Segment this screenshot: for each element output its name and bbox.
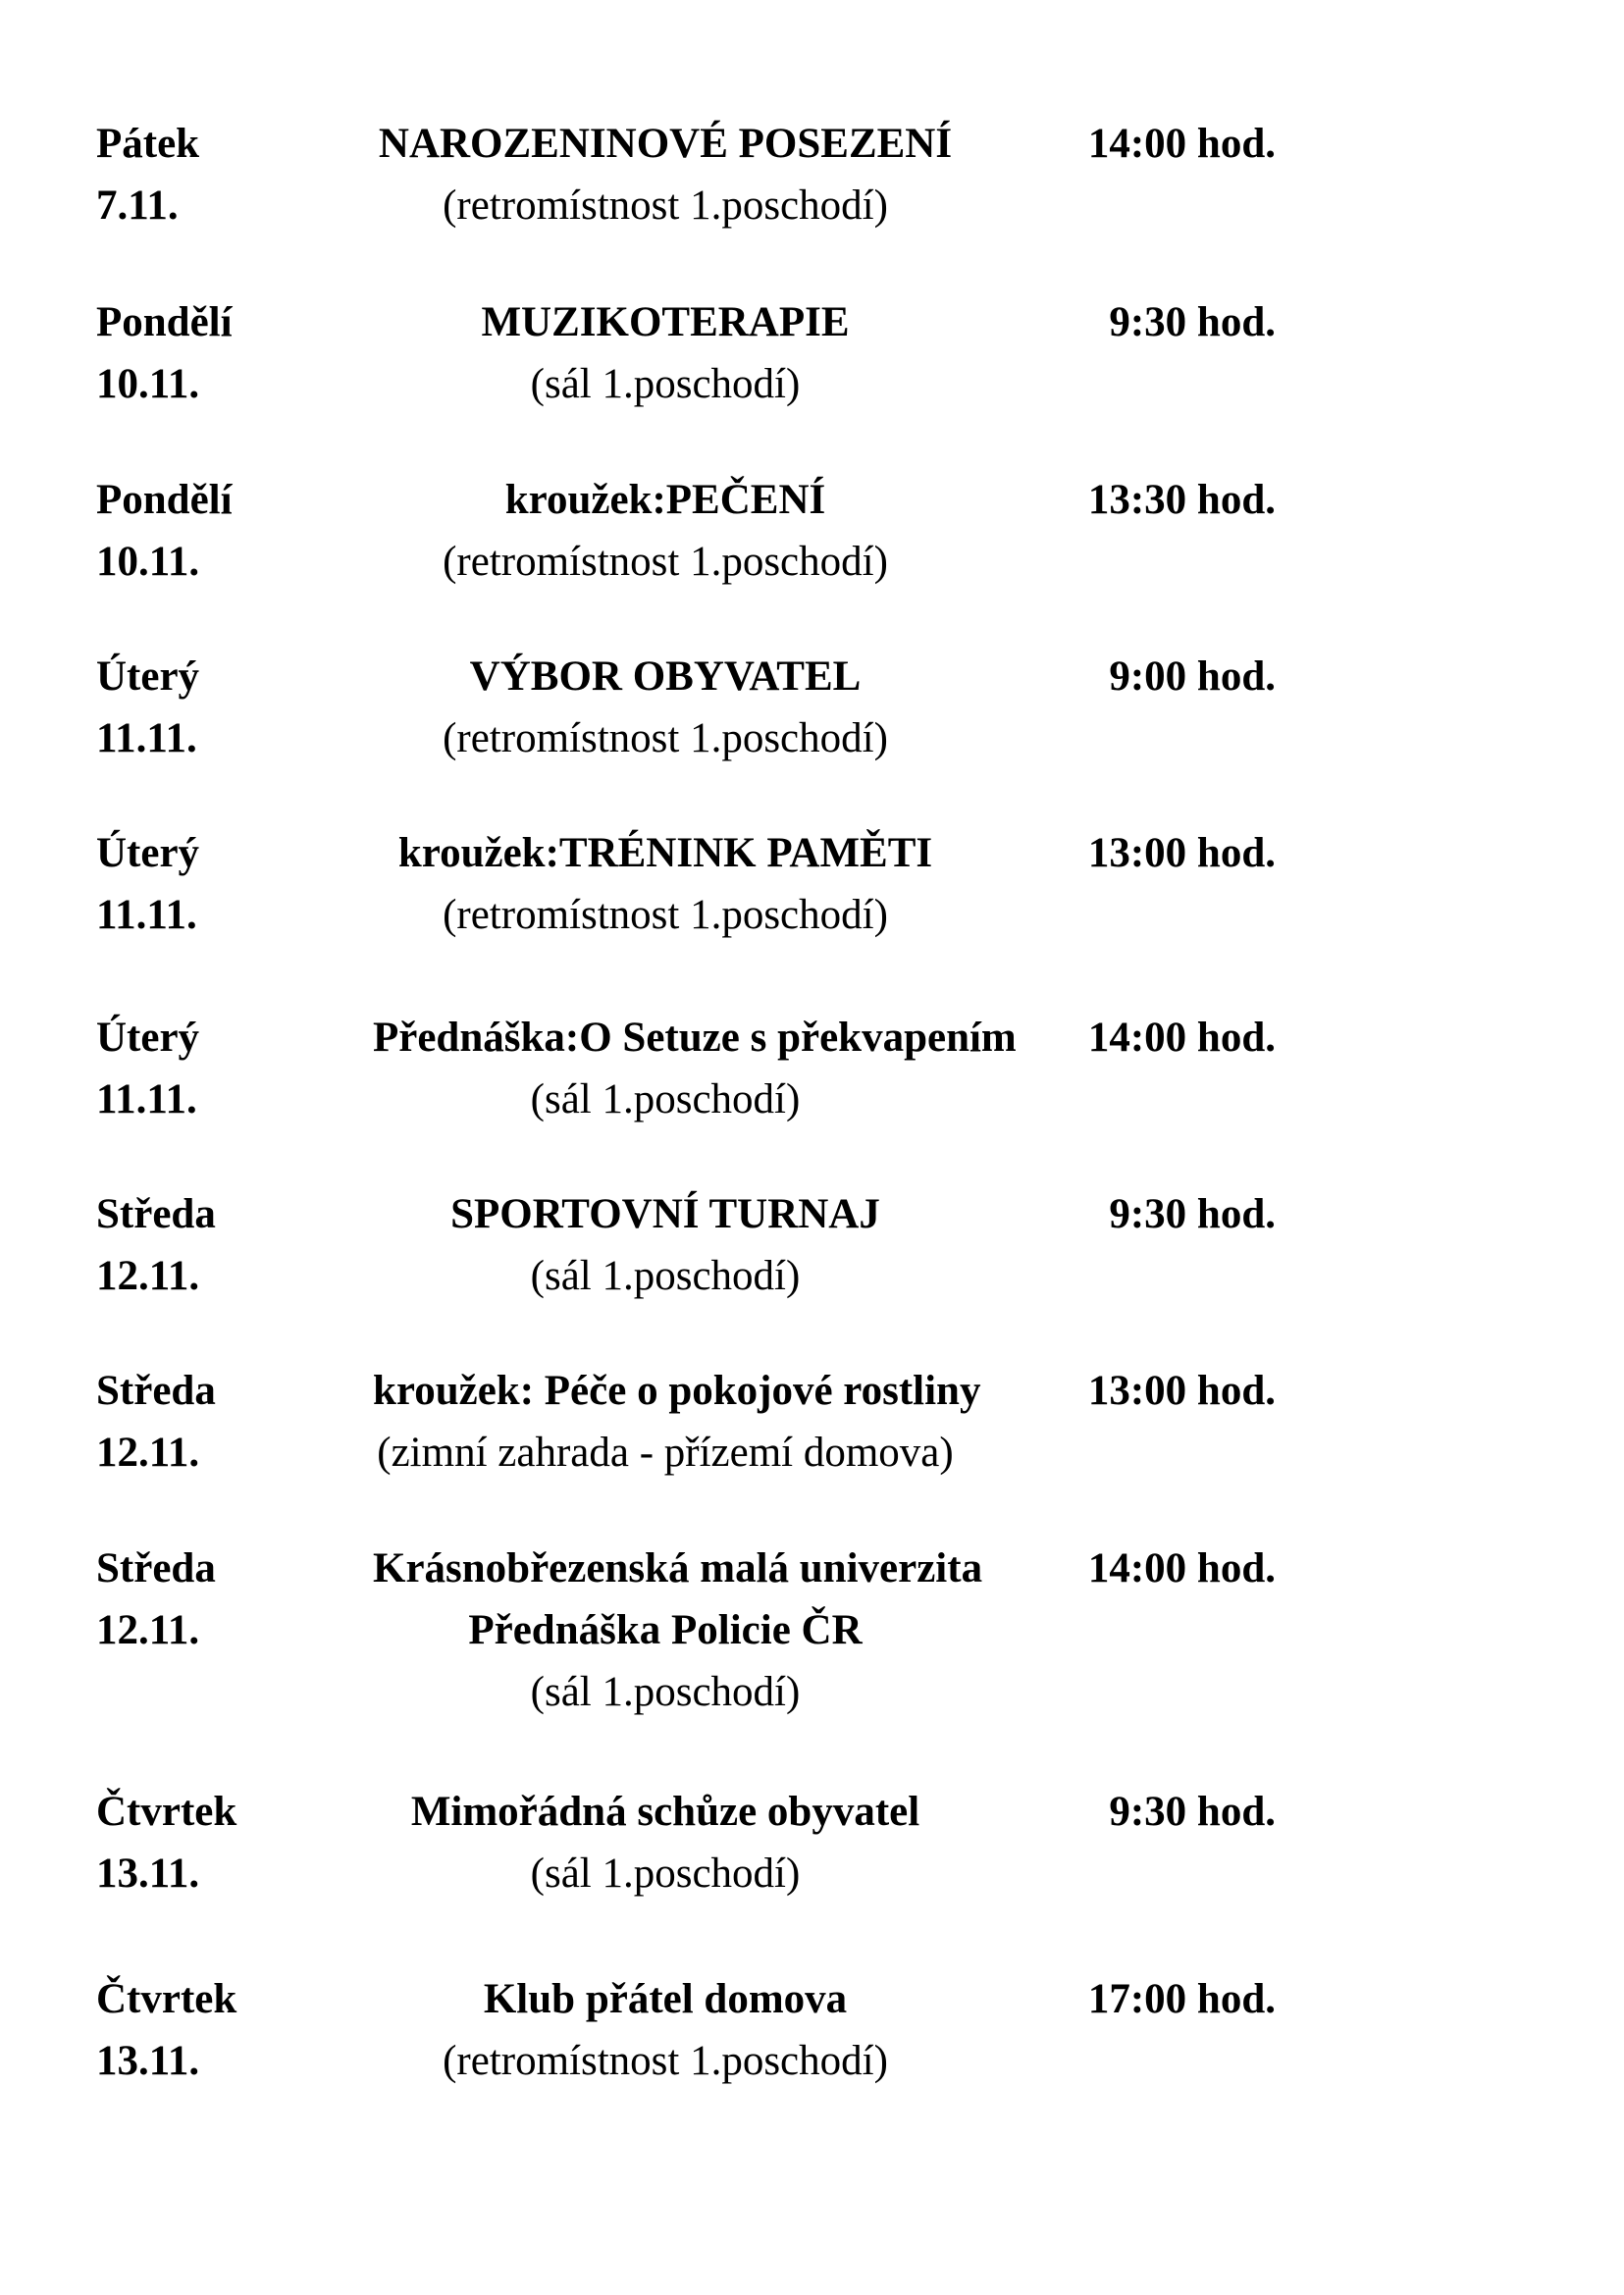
- event-title: NAROZENINOVÉ POSEZENÍ: [378, 121, 953, 167]
- event-time: 9:30 hod.: [1109, 299, 1276, 345]
- event-date: 11.11.: [96, 1076, 197, 1122]
- event-place: (sál 1.poschodí): [530, 361, 801, 407]
- event-date: 10.11.: [96, 361, 200, 407]
- event-place: (retromístnost 1.poschodí): [443, 539, 888, 585]
- event-day: Pátek: [96, 121, 200, 167]
- event-time: 13:00 hod.: [1087, 1368, 1276, 1414]
- event-title: VÝBOR OBYVATEL: [469, 653, 862, 700]
- event-time: 14:00 hod.: [1087, 121, 1276, 167]
- event-title: MUZIKOTERAPIE: [481, 299, 850, 345]
- event-place: (sál 1.poschodí): [530, 1076, 801, 1122]
- event-title: Klub přátel domova: [483, 1976, 848, 2022]
- event-day: Středa: [96, 1545, 216, 1591]
- event-place: (retromístnost 1.poschodí): [443, 2038, 888, 2084]
- event-day: Středa: [96, 1191, 216, 1237]
- event-title: kroužek:PEČENÍ: [504, 477, 826, 523]
- event-date: 11.11.: [96, 892, 197, 938]
- event-date: 12.11.: [96, 1253, 200, 1299]
- event-date: 7.11.: [96, 183, 179, 229]
- event-time: 9:00 hod.: [1109, 653, 1276, 700]
- event-place: (zimní zahrada - přízemí domova): [377, 1430, 954, 1476]
- event-place: (retromístnost 1.poschodí): [443, 892, 888, 938]
- event-day: Čtvrtek: [96, 1789, 237, 1835]
- event-date: 10.11.: [96, 539, 200, 585]
- event-title: Přednáška:O Setuze s překvapením: [373, 1015, 1017, 1061]
- event-day: Úterý: [96, 653, 200, 700]
- event-title: kroužek:TRÉNINK PAMĚTI: [397, 830, 933, 876]
- event-day: Pondělí: [96, 299, 233, 345]
- event-time: 13:30 hod.: [1087, 477, 1276, 523]
- event-day: Úterý: [96, 830, 200, 876]
- event-day: Středa: [96, 1368, 216, 1414]
- event-place: (sál 1.poschodí): [530, 1851, 801, 1897]
- event-time: 17:00 hod.: [1087, 1976, 1276, 2022]
- event-date: 11.11.: [96, 715, 197, 761]
- event-place: (sál 1.poschodí): [530, 1253, 801, 1299]
- event-place: (retromístnost 1.poschodí): [443, 715, 888, 761]
- event-time: 9:30 hod.: [1109, 1789, 1276, 1835]
- event-title: Krásnobřezenská malá univerzita: [373, 1545, 983, 1591]
- event-date: 12.11.: [96, 1607, 200, 1653]
- event-date: 12.11.: [96, 1430, 200, 1476]
- event-title: SPORTOVNÍ TURNAJ: [450, 1191, 880, 1237]
- event-time: 13:00 hod.: [1087, 830, 1276, 876]
- event-day: Úterý: [96, 1015, 200, 1061]
- event-day: Pondělí: [96, 477, 233, 523]
- event-day: Čtvrtek: [96, 1976, 237, 2022]
- event-time: 14:00 hod.: [1087, 1015, 1276, 1061]
- event-title: kroužek: Péče o pokojové rostliny: [373, 1368, 981, 1414]
- event-title: Mimořádná schůze obyvatel: [410, 1789, 920, 1835]
- event-date: 13.11.: [96, 1851, 200, 1897]
- event-time: 14:00 hod.: [1087, 1545, 1276, 1591]
- event-date: 13.11.: [96, 2038, 200, 2084]
- event-place: (retromístnost 1.poschodí): [443, 183, 888, 229]
- event-place: (sál 1.poschodí): [530, 1669, 801, 1715]
- event-time: 9:30 hod.: [1109, 1191, 1276, 1237]
- event-title-line-2: Přednáška Policie ČR: [468, 1607, 863, 1653]
